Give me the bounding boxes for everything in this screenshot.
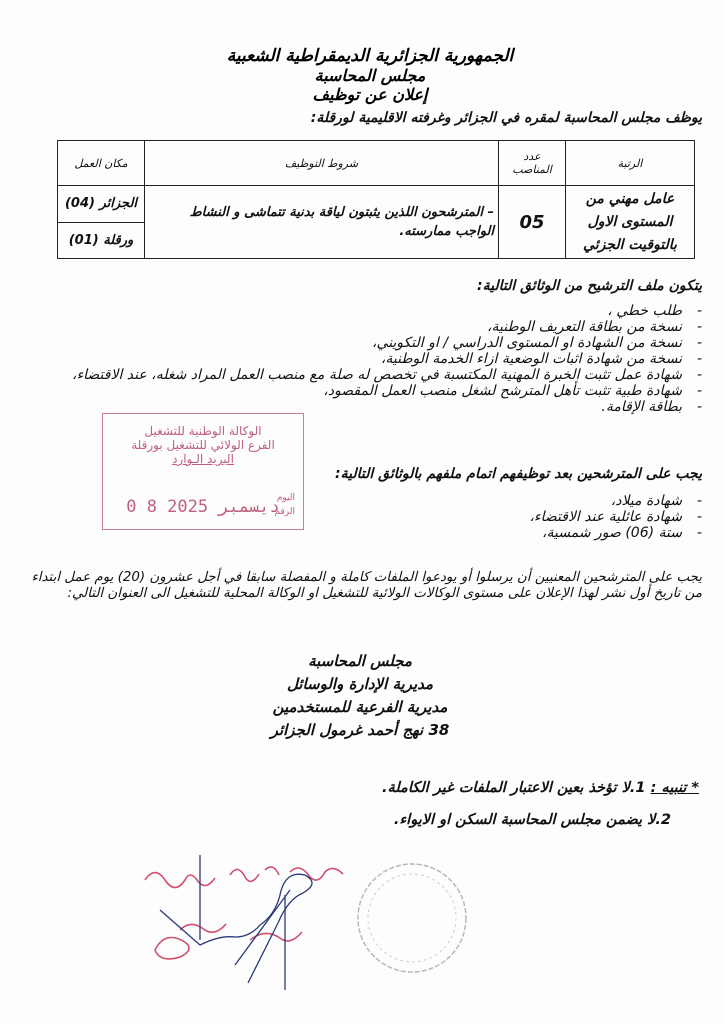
dash-bullet: -: [696, 319, 702, 335]
documents-title: يتكون ملف الترشيح من الوثائق التالية:: [477, 278, 702, 294]
header-rank: الرتبة: [566, 141, 695, 186]
dash-bullet: -: [696, 367, 702, 383]
address-line-3: مديرية الفرعية للمستخدمين: [272, 698, 448, 716]
list-item: - ستة (06) صور شمسية،: [541, 525, 702, 541]
table-header-row: [58, 141, 695, 186]
announcement-title: إعلان عن توظيف: [312, 85, 428, 104]
cell-count: 05: [499, 186, 566, 259]
list-item: - طلب خطي ،: [607, 303, 702, 319]
list-item: - نسخة من شهادة اثبات الوضعية ازاء الخدمة الوطنية،: [380, 351, 702, 367]
documents-list: [22, 303, 702, 415]
note-2: 2.لا يضمن مجلس المحاسبة السكن او الايواء.: [393, 812, 671, 828]
table-row: [58, 186, 695, 223]
list-item: - شهادة عمل تثبت الخبرة المهنية المكتسبة في تخصص له صلة مع منصب العمل المراد شغله، عند الاقتضاء،: [72, 367, 702, 383]
after-hire-list: [530, 493, 702, 541]
note-1-text: 1.لا تؤخذ بعين الاعتبار الملفات غير الكاملة.: [381, 780, 646, 796]
dash-bullet: -: [696, 383, 702, 399]
note-marker: * تنبيه :: [650, 780, 699, 796]
mailing-address: [250, 650, 470, 742]
header-conditions: شروط التوظيف: [145, 141, 499, 186]
list-item: - نسخة من بطاقة التعريف الوطنية،: [487, 319, 702, 335]
dash-bullet: -: [696, 351, 702, 367]
header-count: عدد المناصب: [499, 141, 566, 186]
stamp-date: 0 8 ديسمبر 2025: [126, 497, 280, 517]
cell-place-algiers: الجزائر (04): [58, 186, 145, 223]
dash-bullet: -: [696, 525, 702, 541]
stamp-line-agency: الوكالة الوطنية للتشغيل: [144, 424, 262, 438]
dash-bullet: -: [696, 493, 702, 509]
list-item: - نسخة من الشهادة او المستوى الدراسي / او التكويني،: [372, 335, 702, 351]
stamp-line-branch: الفرع الولائي للتشغيل بورقلة: [131, 438, 275, 452]
deadline-paragraph: يجب على المترشحين المعنيين أن يرسلوا أو يودعوا الملفات كاملة و المفصلة سابقا في أجل عشرون (20) يوم عمل ابتداء من تاريخ أول نشر لهذا الإعلان على مستوى الوكالات الولائية للتشغيل او الوكالة المحلية للتشغيل الى العنوان التالي:: [31, 570, 702, 601]
received-mail-stamp: [102, 413, 304, 530]
cell-rank: عامل مهني من المستوى الاول بالتوقيت الجزئي: [566, 186, 695, 259]
list-item: - شهادة ميلاد،: [610, 493, 702, 509]
address-line-2: مديرية الإدارة والوسائل: [286, 675, 434, 693]
dash-bullet: -: [696, 335, 702, 351]
note-1: [382, 780, 699, 796]
list-item: - شهادة طبية تثبت تأهل المترشح لشغل منصب العمل المقصود،: [323, 383, 702, 399]
signature-blue-ink: [160, 855, 312, 990]
dash-bullet: -: [696, 509, 702, 525]
dash-bullet: -: [696, 303, 702, 319]
signature-red-ink: [145, 867, 343, 959]
address-line-1: مجلس المحاسبة: [308, 652, 412, 670]
institution-title: مجلس المحاسبة: [314, 66, 426, 85]
cell-place-ouargla: ورقلة (01): [58, 222, 145, 259]
stamp-day-label: اليوم: [276, 493, 295, 503]
header-place: مكان العمل: [58, 141, 145, 186]
stamp-number-label: الرقم: [274, 507, 295, 517]
dash-bullet: -: [696, 399, 702, 415]
intro-text: يوظف مجلس المحاسبة لمقره في الجزائر وغرفته الاقليمية لورقلة:: [310, 110, 702, 126]
handwritten-signature: [140, 850, 350, 1000]
cell-conditions: – المترشحون اللذين يثبتون لياقة بدنية تتماشى و النشاط الواجب ممارسته.: [145, 186, 499, 259]
jobs-table: [57, 140, 695, 259]
republic-title: الجمهورية الجزائرية الديمقراطية الشعبية: [226, 46, 514, 66]
stamp-line-mail: البريد الـوارد: [172, 452, 234, 466]
list-item: - شهادة عائلية عند الاقتضاء،: [529, 509, 702, 525]
address-line-4: 38 نهج أحمد غرمول الجزائر: [270, 721, 450, 739]
official-round-seal: [350, 852, 470, 982]
list-item: - بطاقة الإقامة.: [601, 399, 702, 415]
after-hire-title: يجب على المترشحين بعد توظيفهم اتمام ملفهم بالوثائق التالية:: [335, 466, 702, 482]
